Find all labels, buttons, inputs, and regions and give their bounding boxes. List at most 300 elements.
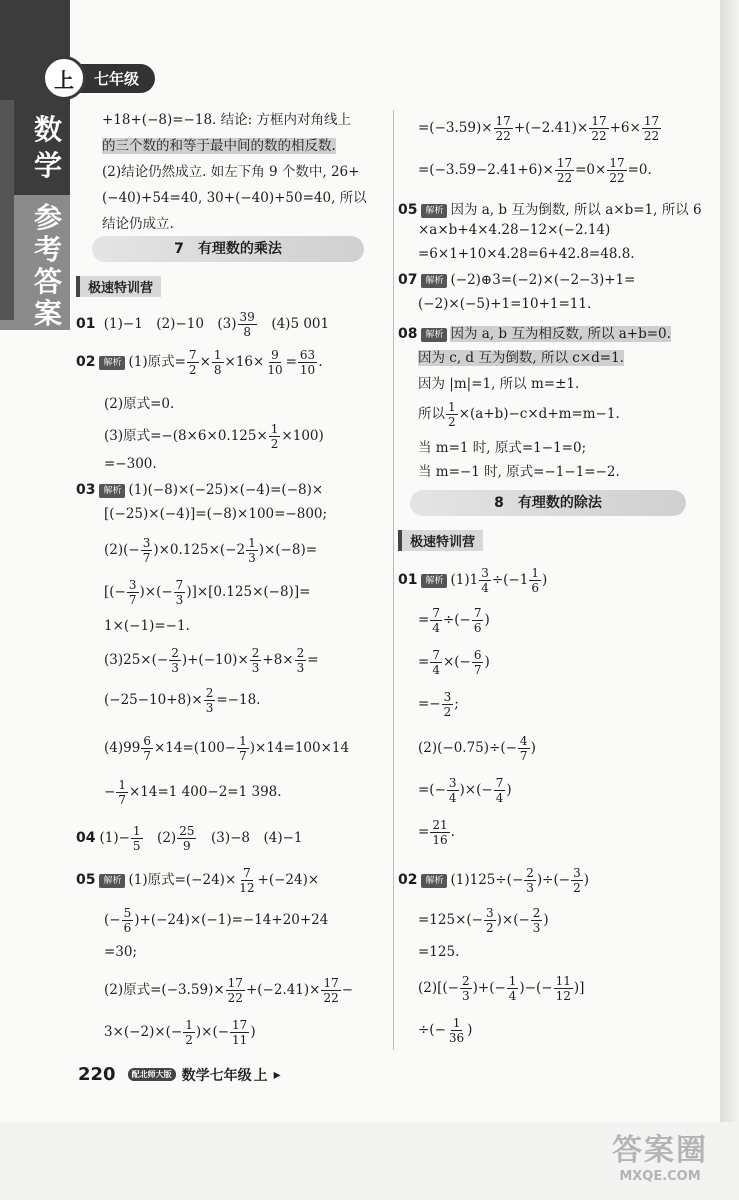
text: (−: [104, 912, 121, 928]
denominator: 3: [205, 701, 214, 715]
text: (4)5 001: [257, 316, 330, 332]
text: =0×: [575, 162, 607, 178]
denominator: 7: [118, 793, 126, 807]
text: +(−24)×: [257, 872, 320, 888]
denominator: 5: [132, 839, 141, 853]
fraction: [141, 536, 153, 565]
text: (3)−8 (4)−1: [197, 830, 303, 846]
numerator: 2: [205, 686, 214, 700]
text: ×(a+b)−c×d+m=m−1.: [458, 406, 620, 422]
text: ): [541, 572, 548, 588]
answer-03-line: [76, 482, 323, 498]
text: =−18.: [216, 692, 261, 708]
text: ): [583, 872, 589, 888]
text: +18+(−8)=−18. 结论: 方框内对角线上: [102, 112, 351, 128]
denominator: 12: [239, 881, 255, 895]
answer-01-line: [418, 648, 490, 677]
text: +6×: [609, 120, 641, 136]
text: ): [250, 1024, 256, 1040]
text: 当 m=1 时, 原式=1−1=0;: [418, 440, 587, 456]
text: (−2)×(−5)+1=10+1=11.: [418, 296, 592, 312]
denominator: 10: [267, 363, 283, 377]
fraction: [298, 348, 317, 377]
denominator: 2: [443, 705, 452, 719]
text: =125.: [418, 944, 460, 960]
fraction: [529, 566, 541, 595]
text: (3)原式=−(8×6×0.125×: [104, 428, 268, 444]
text: )×(−8)=: [258, 542, 318, 558]
text: =: [418, 824, 430, 840]
text: ×14=(100−: [153, 740, 237, 756]
answer-01-line: [398, 566, 547, 595]
fraction: [642, 114, 661, 143]
answer-04: [76, 824, 303, 853]
answer-03-line: [104, 734, 349, 763]
numerator: 21: [432, 818, 448, 832]
answer-03-line: [104, 536, 317, 565]
question-number: 01: [398, 572, 418, 588]
numerator: 6: [473, 648, 482, 662]
text: )×0.125×(−2: [153, 542, 246, 558]
denominator: 36: [448, 1031, 465, 1045]
text: ÷(−: [418, 1022, 446, 1038]
side-answer-char: 考: [33, 233, 62, 266]
text: =−300.: [104, 456, 157, 472]
analysis-icon: 解析: [421, 274, 447, 288]
analysis-icon: 解析: [99, 874, 125, 888]
text: (−40)+54=40, 30+(−40)+50=40, 所以: [102, 190, 367, 206]
numerator: 63: [299, 348, 316, 362]
fraction: [295, 646, 307, 675]
numerator: 7: [432, 606, 440, 620]
fraction: [238, 310, 257, 339]
text: )×(−: [459, 782, 493, 798]
fraction: [237, 734, 249, 763]
text: ): [484, 612, 490, 628]
section-title: 8 有理数的除法: [410, 490, 686, 516]
answer-02-line: [76, 348, 323, 377]
denominator: 22: [556, 171, 573, 185]
text: (2)(−0.75)÷(−: [418, 740, 517, 756]
numerator: 17: [227, 976, 243, 990]
book-title: 数学七年级: [181, 1067, 252, 1084]
answer-03-line: [104, 506, 327, 522]
answer-05-line: [418, 222, 610, 238]
numerator: 3: [142, 536, 151, 550]
text: (1)(−8)×(−25)×(−4)=(−8)×: [128, 482, 324, 498]
fraction: [183, 1018, 195, 1047]
answer-03-line: [104, 778, 282, 807]
grade-badge: [42, 58, 155, 98]
answer-08-line: [418, 346, 624, 366]
text: .: [450, 824, 455, 840]
numerator: 2: [461, 974, 470, 988]
text: ×: [199, 354, 211, 370]
text: 当 m=−1 时, 原式=−1−1=−2.: [418, 464, 620, 480]
page-edge-shadow: [720, 0, 739, 1200]
denominator: 22: [643, 129, 660, 143]
answer-05-line: [104, 906, 328, 935]
fraction: [246, 536, 258, 565]
numerator: 2: [526, 866, 534, 880]
section-tag: 极速特训营: [398, 530, 483, 551]
answer-02-line: [418, 974, 584, 1003]
text: +(−2.41)×: [513, 120, 589, 136]
answer-05-line: [76, 866, 319, 895]
question-number: 02: [76, 354, 96, 370]
watermark: [590, 1125, 730, 1184]
answer-01-line: [418, 606, 490, 635]
fraction: [116, 778, 128, 807]
fraction: [460, 974, 472, 1003]
fraction: [187, 348, 199, 377]
text: ×14=1 400−2=1 398.: [128, 784, 282, 800]
numerator: 25: [179, 824, 195, 838]
text: =: [418, 612, 430, 628]
fraction: [524, 866, 536, 895]
side-subject-char: 数: [33, 113, 62, 146]
denominator: 3: [171, 661, 179, 675]
answer-08-line: [418, 400, 620, 429]
denominator: 22: [227, 991, 243, 1005]
answer-08-line: [418, 460, 620, 480]
answer-03-line: [104, 578, 310, 607]
fraction: [250, 646, 262, 675]
text: 1×(−1)=−1.: [104, 618, 190, 634]
text: (1)−: [99, 830, 130, 846]
text: )×14=100×14: [249, 740, 350, 756]
denominator: 7: [239, 749, 247, 763]
denominator: 2: [485, 921, 494, 935]
side-strip: [0, 100, 14, 320]
answer-03-line: [104, 618, 190, 634]
question-number: 05: [398, 202, 418, 218]
analysis-icon: 解析: [421, 874, 447, 888]
numerator: 1: [118, 778, 126, 792]
volume-badge: 上: [42, 56, 86, 100]
denominator: 7: [142, 551, 151, 565]
text: ÷(−: [442, 612, 471, 628]
text: )+(−10)×: [181, 652, 249, 668]
text: (2)原式=(−3.59)×: [104, 982, 225, 998]
answer-08-line: [398, 322, 671, 342]
text: )×(−: [195, 1024, 230, 1040]
fraction: [430, 818, 449, 847]
numerator: 7: [432, 648, 440, 662]
answer-05-line: [104, 976, 353, 1005]
answer-03-line: [104, 686, 260, 715]
text-line: [102, 212, 174, 232]
answer-02-line: [104, 422, 324, 451]
numerator: 2: [251, 646, 260, 660]
denominator: 8: [243, 325, 251, 339]
text: 结论仍成立.: [102, 216, 174, 232]
fraction: [321, 976, 340, 1005]
text-line: [102, 186, 367, 206]
answer-02-line: [418, 1016, 472, 1045]
denominator: 7: [519, 749, 528, 763]
text: =: [285, 354, 297, 370]
denominator: 2: [188, 363, 197, 377]
text: =0.: [627, 162, 652, 178]
text: =30;: [104, 944, 138, 960]
grade-label: 七年级: [76, 64, 155, 93]
fraction: [269, 422, 281, 451]
text: =(−: [418, 782, 446, 798]
numerator: 1: [213, 348, 222, 362]
answer-05-line: [104, 944, 137, 960]
text: ×100): [281, 428, 324, 444]
numerator: 3: [573, 866, 581, 880]
numerator: 7: [243, 866, 251, 880]
denominator: 12: [555, 989, 571, 1003]
text: (2)原式=0.: [104, 396, 175, 412]
answer-02-line: [104, 456, 157, 472]
fraction: [226, 976, 245, 1005]
numerator: 3: [481, 566, 489, 580]
fraction: [607, 156, 626, 185]
denominator: 11: [232, 1033, 248, 1047]
text: 因为 c, d 互为倒数, 所以 c×d=1.: [418, 350, 624, 366]
answer-05-line: [418, 246, 635, 262]
denominator: 7: [128, 593, 137, 607]
answer-07-line: [398, 272, 635, 288]
numerator: 11: [555, 974, 571, 988]
answer-08-line: [418, 372, 579, 392]
numerator: 17: [609, 156, 625, 170]
volume-mark: 上: [253, 1067, 268, 1084]
text: =6×1+10×4.28=6+42.8=48.8.: [418, 246, 635, 262]
text: (2)[(−: [418, 980, 459, 996]
denominator: 3: [461, 989, 470, 1003]
denominator: 22: [591, 129, 607, 143]
fraction: [589, 114, 608, 143]
numerator: 39: [239, 310, 255, 324]
side-subject-char: 学: [33, 149, 62, 182]
analysis-icon: 解析: [421, 328, 447, 342]
text: ×a×b+4×4.28−12×(−2.14): [418, 222, 611, 238]
answer-08-line: [418, 436, 586, 456]
denominator: 4: [508, 989, 517, 1003]
edition-badge: 配北师大版: [128, 1068, 176, 1081]
text: =: [418, 654, 430, 670]
answer-05-line: [398, 198, 702, 218]
numerator: 6: [143, 734, 151, 748]
text: (2): [143, 830, 177, 846]
text: +(−2.41)×: [245, 982, 321, 998]
numerator: 1: [448, 400, 456, 414]
text: [(−: [104, 584, 126, 600]
numerator: 17: [591, 114, 607, 128]
text: (1)1: [450, 572, 479, 588]
answer-07-line: [418, 296, 591, 312]
text: ×16×: [224, 354, 265, 370]
denominator: 3: [248, 551, 256, 565]
text: ): [484, 654, 490, 670]
analysis-icon: 解析: [421, 574, 447, 588]
text: ): [467, 1022, 473, 1038]
text: ): [530, 740, 536, 756]
text-line: [102, 108, 351, 128]
analysis-icon: 解析: [99, 356, 125, 370]
answer-03-line: [104, 646, 319, 675]
text: +8×: [262, 652, 294, 668]
side-answer-char: 答: [33, 265, 62, 298]
page-number: 220: [78, 1064, 116, 1085]
text: =125×(−: [418, 912, 483, 928]
text-line: [102, 134, 336, 154]
text: (1)原式=(−24)×: [128, 872, 237, 888]
numerator: 17: [495, 114, 511, 128]
numerator: 3: [448, 776, 457, 790]
text: .: [318, 354, 323, 370]
fraction: [494, 114, 513, 143]
next-arrow-icon: ▸: [273, 1066, 281, 1083]
text: (1)125÷(−: [450, 872, 524, 888]
fraction: [518, 734, 530, 763]
numerator: 1: [531, 566, 539, 580]
fraction: [230, 1018, 249, 1047]
fraction: [554, 974, 573, 1003]
answer-01-line: [418, 734, 536, 763]
side-answer-char: 参: [33, 201, 62, 234]
numerator: 5: [123, 906, 132, 920]
denominator: 6: [473, 621, 482, 635]
fraction: [237, 866, 256, 895]
side-answer-char: 案: [33, 297, 62, 330]
fraction: [127, 578, 139, 607]
text: ÷(−1: [491, 572, 529, 588]
text: (2)(−: [104, 542, 140, 558]
answer-05-cont-line: [418, 156, 652, 185]
text: ;: [454, 696, 459, 712]
page-footer: [78, 1064, 281, 1085]
text: )]×[0.125×(−8)]=: [186, 584, 311, 600]
denominator: 3: [296, 661, 305, 675]
answer-01: [76, 310, 329, 339]
fraction: [447, 1016, 466, 1045]
text: 的三个数的和等于最中间的数的相反数.: [102, 138, 336, 154]
fraction: [169, 646, 181, 675]
text: )×(−: [496, 912, 530, 928]
text: ): [506, 782, 512, 798]
denominator: 2: [270, 437, 279, 451]
answer-01-line: [418, 776, 512, 805]
denominator: 4: [481, 581, 489, 595]
fraction: [430, 606, 442, 635]
fraction: [484, 906, 496, 935]
numerator: 7: [495, 776, 504, 790]
text: (4)99: [104, 740, 141, 756]
numerator: 1: [185, 1018, 193, 1032]
numerator: 17: [323, 976, 339, 990]
denominator: 9: [183, 839, 191, 853]
answer-01-line: [418, 690, 459, 719]
denominator: 3: [251, 661, 260, 675]
denominator: 6: [531, 581, 539, 595]
text: 因为 a, b 互为相反数, 所以 a+b=0.: [450, 326, 671, 342]
fraction: [212, 348, 224, 377]
fraction: [571, 866, 583, 895]
text: (−2)⊕3=(−2)×(−2−3)+1=: [450, 272, 636, 288]
fraction: [472, 606, 484, 635]
text: −: [341, 982, 354, 998]
answer-05-line: [104, 1018, 256, 1047]
numerator: 1: [270, 422, 279, 436]
fraction: [265, 348, 284, 377]
numerator: 2: [171, 646, 179, 660]
fraction: [494, 776, 506, 805]
fraction: [174, 578, 186, 607]
fraction: [442, 690, 454, 719]
fraction: [430, 648, 442, 677]
numerator: 1: [132, 824, 141, 838]
text: ×(−: [442, 654, 471, 670]
question-number: 02: [398, 872, 418, 888]
numerator: 3: [443, 690, 452, 704]
denominator: 4: [448, 791, 457, 805]
column-divider: [393, 110, 394, 1050]
text: )÷(−: [536, 872, 571, 888]
text: 所以: [418, 406, 445, 422]
fraction: [131, 824, 143, 853]
answer-02-line: [398, 866, 589, 895]
numerator: 3: [128, 578, 137, 592]
text: )×(−: [139, 584, 173, 600]
numerator: 17: [556, 156, 573, 170]
numerator: 2: [296, 646, 305, 660]
text: )+(−: [472, 980, 506, 996]
text-line: [102, 160, 359, 180]
text: (1)−1 (2)−10 (3): [103, 316, 237, 332]
numerator: 17: [232, 1018, 248, 1032]
numerator: 1: [239, 734, 247, 748]
text: =: [307, 652, 319, 668]
denominator: 6: [123, 921, 132, 935]
denominator: 7: [473, 663, 482, 677]
fraction: [204, 686, 216, 715]
fraction: [122, 906, 134, 935]
text: −: [104, 784, 116, 800]
numerator: 3: [485, 906, 494, 920]
text: (2)结论仍然成立. 如左下角 9 个数中, 26+: [102, 164, 360, 180]
text: =(−3.59−2.41+6)×: [418, 162, 554, 178]
denominator: 4: [432, 663, 440, 677]
denominator: 16: [432, 833, 448, 847]
denominator: 2: [448, 415, 456, 429]
section-tag: 极速特训营: [76, 276, 161, 297]
question-number: 07: [398, 272, 418, 288]
denominator: 22: [495, 129, 511, 143]
text: 3×(−2)×(−: [104, 1024, 183, 1040]
text: 因为 |m|=1, 所以 m=±1.: [418, 376, 580, 392]
denominator: 10: [299, 363, 316, 377]
numerator: 17: [643, 114, 660, 128]
numerator: 7: [473, 606, 482, 620]
denominator: 8: [213, 363, 222, 377]
numerator: 7: [188, 348, 197, 362]
question-number: 05: [76, 872, 96, 888]
fraction: [446, 400, 458, 429]
denominator: 7: [143, 749, 151, 763]
numerator: 1: [508, 974, 517, 988]
text: )+(−24)×(−1)=−14+20+24: [134, 912, 329, 928]
text: =−: [418, 696, 441, 712]
analysis-icon: 解析: [99, 484, 125, 498]
fraction: [141, 734, 153, 763]
question-number: 04: [76, 830, 96, 846]
text: =(−3.59)×: [418, 120, 493, 136]
